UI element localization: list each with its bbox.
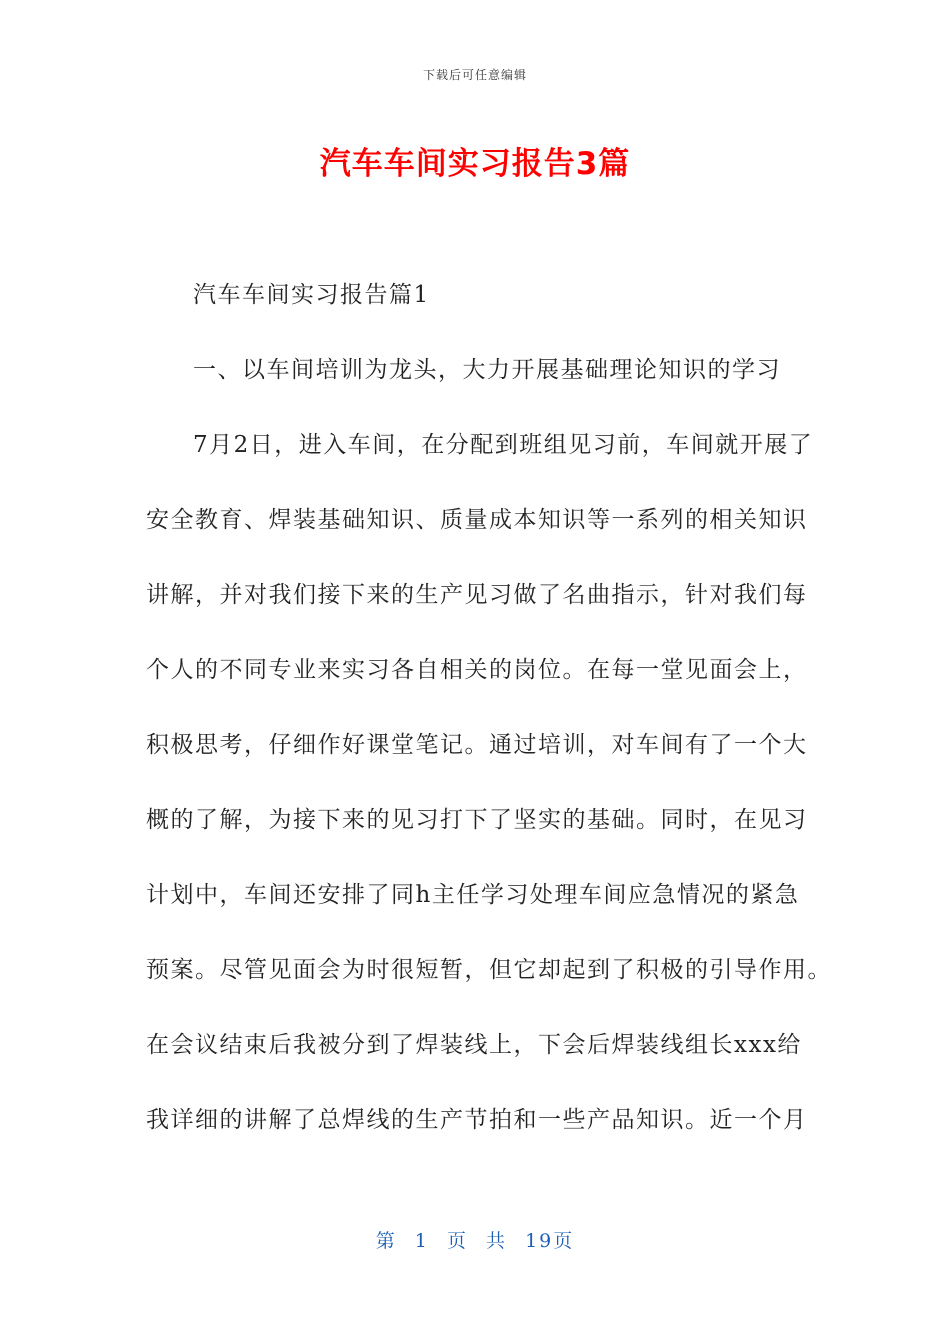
paragraph-line: 在会议结束后我被分到了焊装线上，下会后焊装线组长xxx给	[146, 1032, 802, 1058]
section-heading: 汽车车间实习报告篇1	[193, 282, 430, 308]
document-body	[146, 258, 832, 1158]
paragraph-line: 计划中，车间还安排了同h主任学习处理车间应急情况的紧急	[146, 882, 800, 908]
paragraph-line: 我详细的讲解了总焊线的生产节拍和一些产品知识。近一个月	[146, 1107, 808, 1133]
paragraph-line: 概的了解，为接下来的见习打下了坚实的基础。同时，在见习	[146, 807, 808, 833]
page-footer	[0, 1226, 950, 1253]
paragraph-line: 讲解，并对我们接下来的生产见习做了名曲指示，针对我们每	[146, 582, 808, 608]
paragraph-line: 7月2日，进入车间，在分配到班组见习前，车间就开展了	[193, 432, 814, 458]
header-note: 下载后可任意编辑	[422, 68, 527, 82]
paragraph-line: 预案。尽管见面会为时很短暂，但它却起到了积极的引导作用。	[146, 957, 832, 983]
document-title: 汽车车间实习报告3篇	[319, 146, 631, 182]
current-page-number: 1	[414, 1230, 429, 1252]
paragraph-line: 安全教育、焊装基础知识、质量成本知识等一系列的相关知识	[146, 507, 808, 533]
page-word: 页	[446, 1230, 468, 1252]
subsection-heading: 一、以车间培训为龙头，大力开展基础理论知识的学习	[193, 357, 781, 383]
paragraph-line: 积极思考，仔细作好课堂笔记。通过培训，对车间有了一个大	[146, 732, 808, 758]
total-word: 共	[486, 1230, 508, 1252]
page-prefix: 第	[375, 1230, 397, 1252]
paragraph-line: 个人的不同专业来实习各自相关的岗位。在每一堂见面会上，	[146, 657, 808, 683]
total-pages: 19页	[525, 1230, 575, 1252]
